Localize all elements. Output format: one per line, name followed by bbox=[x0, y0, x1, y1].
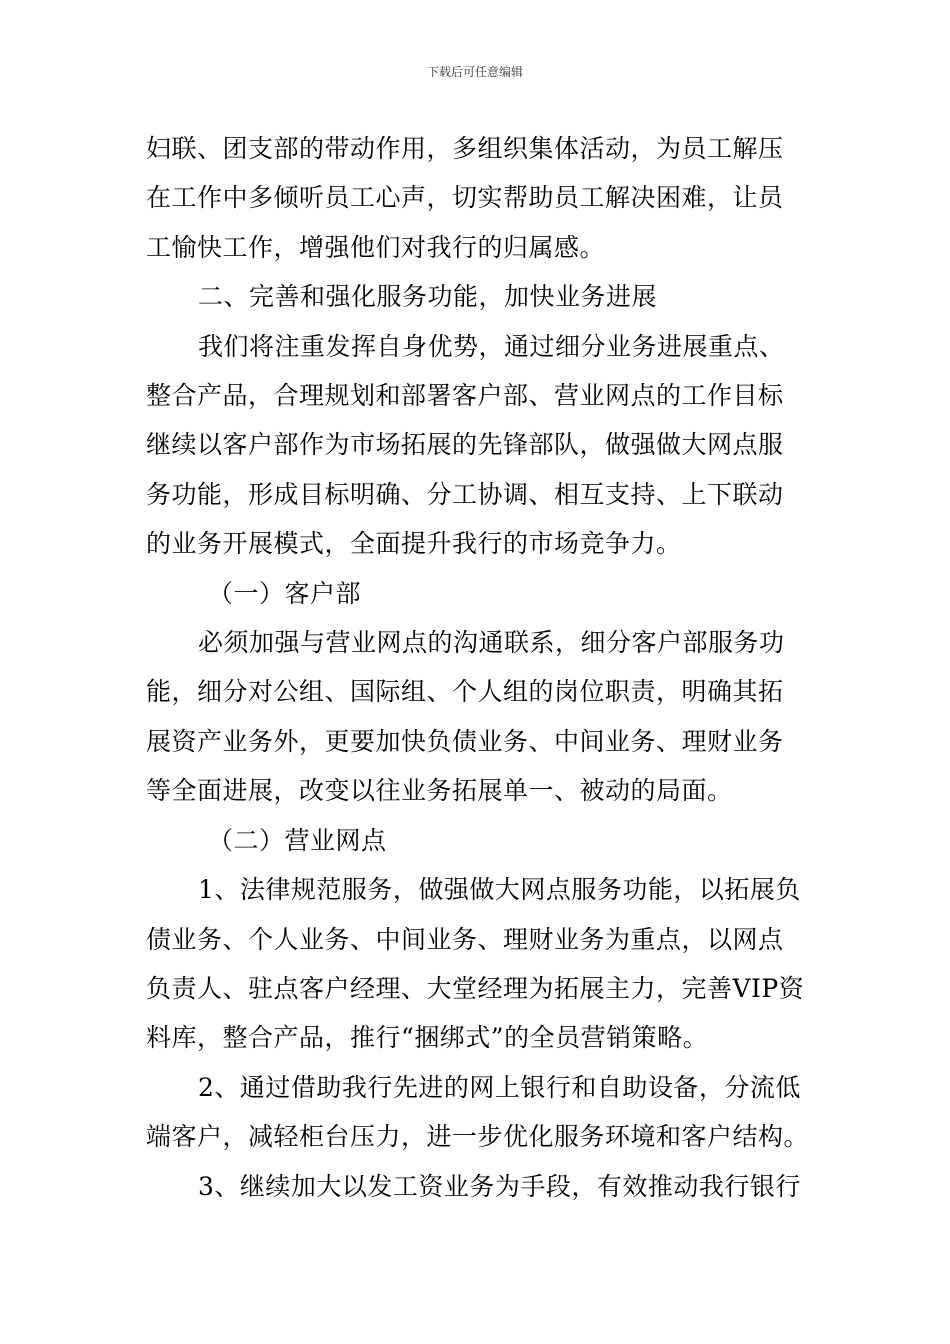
section-heading-2 bbox=[146, 272, 808, 321]
text-line: 整合产品，合理规划和部署客户部、营业网点的工作目标 bbox=[146, 381, 784, 411]
text-line: 3、继续加大以发工资业务为手段，有效推动我行银行 bbox=[198, 1171, 801, 1201]
text-line: 端客户，减轻柜台压力，进一步优化服务环境和客户结构。 bbox=[146, 1122, 810, 1152]
heading-line: 二、完善和强化服务功能，加快业务进展 bbox=[198, 282, 658, 312]
text-line: 负责人、驻点客户经理、大堂经理为拓展主力，完善VIP资 bbox=[146, 973, 805, 1003]
text-line: 务功能，形成目标明确、分工协调、相互支持、上下联动 bbox=[146, 479, 784, 509]
paragraph-item-1 bbox=[146, 865, 808, 1063]
text-line: 必须加强与营业网点的沟通联系，细分客户部服务功 bbox=[198, 628, 785, 658]
text-line: 2、通过借助我行先进的网上银行和自助设备，分流低 bbox=[198, 1072, 801, 1102]
subsection-heading-1 bbox=[146, 569, 808, 618]
page-header: 下载后可任意编辑 bbox=[426, 65, 523, 79]
heading-line: （一）客户部 bbox=[208, 578, 362, 608]
paragraph-advantages bbox=[146, 322, 808, 569]
subsection-heading-2 bbox=[146, 816, 808, 865]
text-line: 在工作中多倾听员工心声，切实帮助员工解决困难，让员 bbox=[146, 183, 784, 213]
text-line: 妇联、团支部的带动作用，多组织集体活动，为员工解压 bbox=[146, 134, 784, 163]
heading-line: （二）营业网点 bbox=[208, 825, 387, 855]
paragraph-item-3 bbox=[146, 1162, 808, 1211]
text-line: 继续以客户部作为市场拓展的先锋部队，做强做大网点服 bbox=[146, 430, 784, 460]
text-line: 我们将注重发挥自身优势，通过细分业务进展重点、 bbox=[198, 331, 785, 361]
text-line: 能，细分对公组、国际组、个人组的岗位职责，明确其拓 bbox=[146, 677, 784, 707]
text-line: 等全面进展，改变以往业务拓展单一、被动的局面。 bbox=[146, 776, 733, 806]
text-line: 工愉快工作，增强他们对我行的归属感。 bbox=[146, 232, 606, 262]
text-line: 债业务、个人业务、中间业务、理财业务为重点，以网点 bbox=[146, 924, 784, 954]
text-line: 1、法律规范服务，做强做大网点服务功能，以拓展负 bbox=[198, 875, 801, 905]
document-body bbox=[146, 124, 808, 1211]
text-line: 料库，整合产品，推行“捆绑式”的全员营销策略。 bbox=[146, 1023, 709, 1053]
paragraph-women-federation bbox=[146, 124, 808, 272]
paragraph-customer-dept bbox=[146, 618, 808, 816]
text-line: 展资产业务外，更要加快负债业务、中间业务、理财业务 bbox=[146, 726, 784, 756]
text-line: 的业务开展模式，全面提升我行的市场竞争力。 bbox=[146, 529, 682, 559]
paragraph-item-2 bbox=[146, 1063, 808, 1162]
